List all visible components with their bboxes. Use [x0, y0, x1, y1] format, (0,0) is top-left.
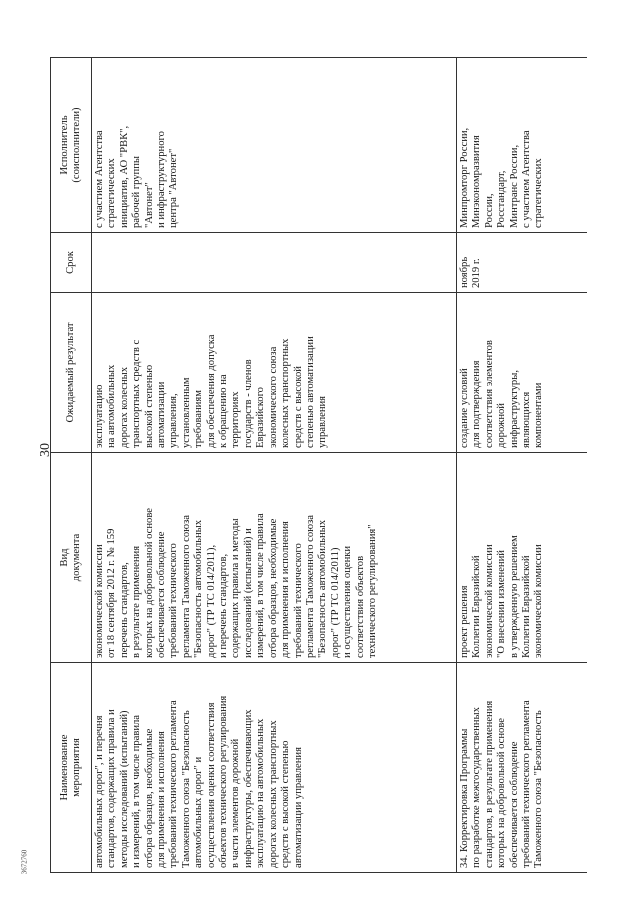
cell-term	[92, 233, 457, 293]
cell-document-type: проект решения Коллегии Евразийской экономической комиссии "О внесении изменений в утвержденную решением Коллегии Евразийской экономической комиссии	[457, 453, 588, 663]
cell-measure-name: автомобильных дорог", и перечня стандартов, содержащих правила и методы исследований (испытаний) и измерений, в том числе правила отбора образцов, необходимые для применения и исполнения требований технического регламента Таможенного союза "Безопасность автомобильных дорог" и осуществления оценки соответствия объектов технического регулирования в части элементов дорожной инфраструктуры, обеспечивающих эксплуатацию на автомобильных дорогах колесных транспортных средств с высокой степенью автоматизации управления	[92, 663, 457, 873]
cell-expected-result: эксплуатацию на автомобильных дорогах колесных транспортных средств с высокой степенью автоматизации управления, установленным требованиям для обеспечения допуска к обращению на территориях государств - членов Евразийского экономического союза колесных транспортных средств с высокой степенью автоматизации управления	[92, 293, 457, 453]
header-executor: Исполнитель (соисполнители)	[51, 58, 92, 233]
cell-executor: Минпромторг России, Минэкономразвития России, Росстандарт, Минтранс России, с участием Агентства стратегических	[457, 58, 588, 233]
cell-measure-name: 34. Корректировка Программы по разработке межгосударственных стандартов, в результате применения которых на добровольной основе обеспечивается соблюдение требований технического регламента Таможенного союза "Безопасность	[457, 663, 588, 873]
table-row	[457, 58, 588, 873]
header-expected-result: Ожидаемый результат	[51, 293, 92, 453]
page-number: 30	[38, 443, 53, 457]
header-measure-name: Наименование мероприятия	[51, 663, 92, 873]
table-header-row	[51, 58, 92, 873]
cell-expected-result: создание условий для подтверждения соответствия элементов дорожной инфраструктуры, являющихся компонентами	[457, 293, 588, 453]
rotated-page	[50, 58, 590, 873]
cell-term: ноябрь 2019 г.	[457, 233, 588, 293]
measures-table	[50, 57, 587, 873]
header-term: Срок	[51, 233, 92, 293]
cell-executor: с участием Агентства стратегических инициатив, АО "РВК", рабочей группы "Автонет" и инфраструктурного центра "Автонет"	[92, 58, 457, 233]
cell-document-type: экономической комиссии от 18 сентября 2012 г. № 159 перечень стандартов, в результате применения которых на добровольной основе обеспечивается соблюдение требований технического регламента Таможенного союза "Безопасность автомобильных дорог" (ТР ТС 014/2011), и перечень стандартов, содержащих правила и методы исследований (испытаний) и измерений, в том числе правила отбора образцов, необходимые для применения и исполнения требований технического регламента Таможенного союза "Безопасность автомобильных дорог" (ТР ТС 014/2011) и осуществления оценки соответствия объектов технического регулирования"	[92, 453, 457, 663]
header-document-type: Вид документа	[51, 453, 92, 663]
table-row	[92, 58, 457, 873]
document-code: 3672760	[20, 849, 29, 875]
